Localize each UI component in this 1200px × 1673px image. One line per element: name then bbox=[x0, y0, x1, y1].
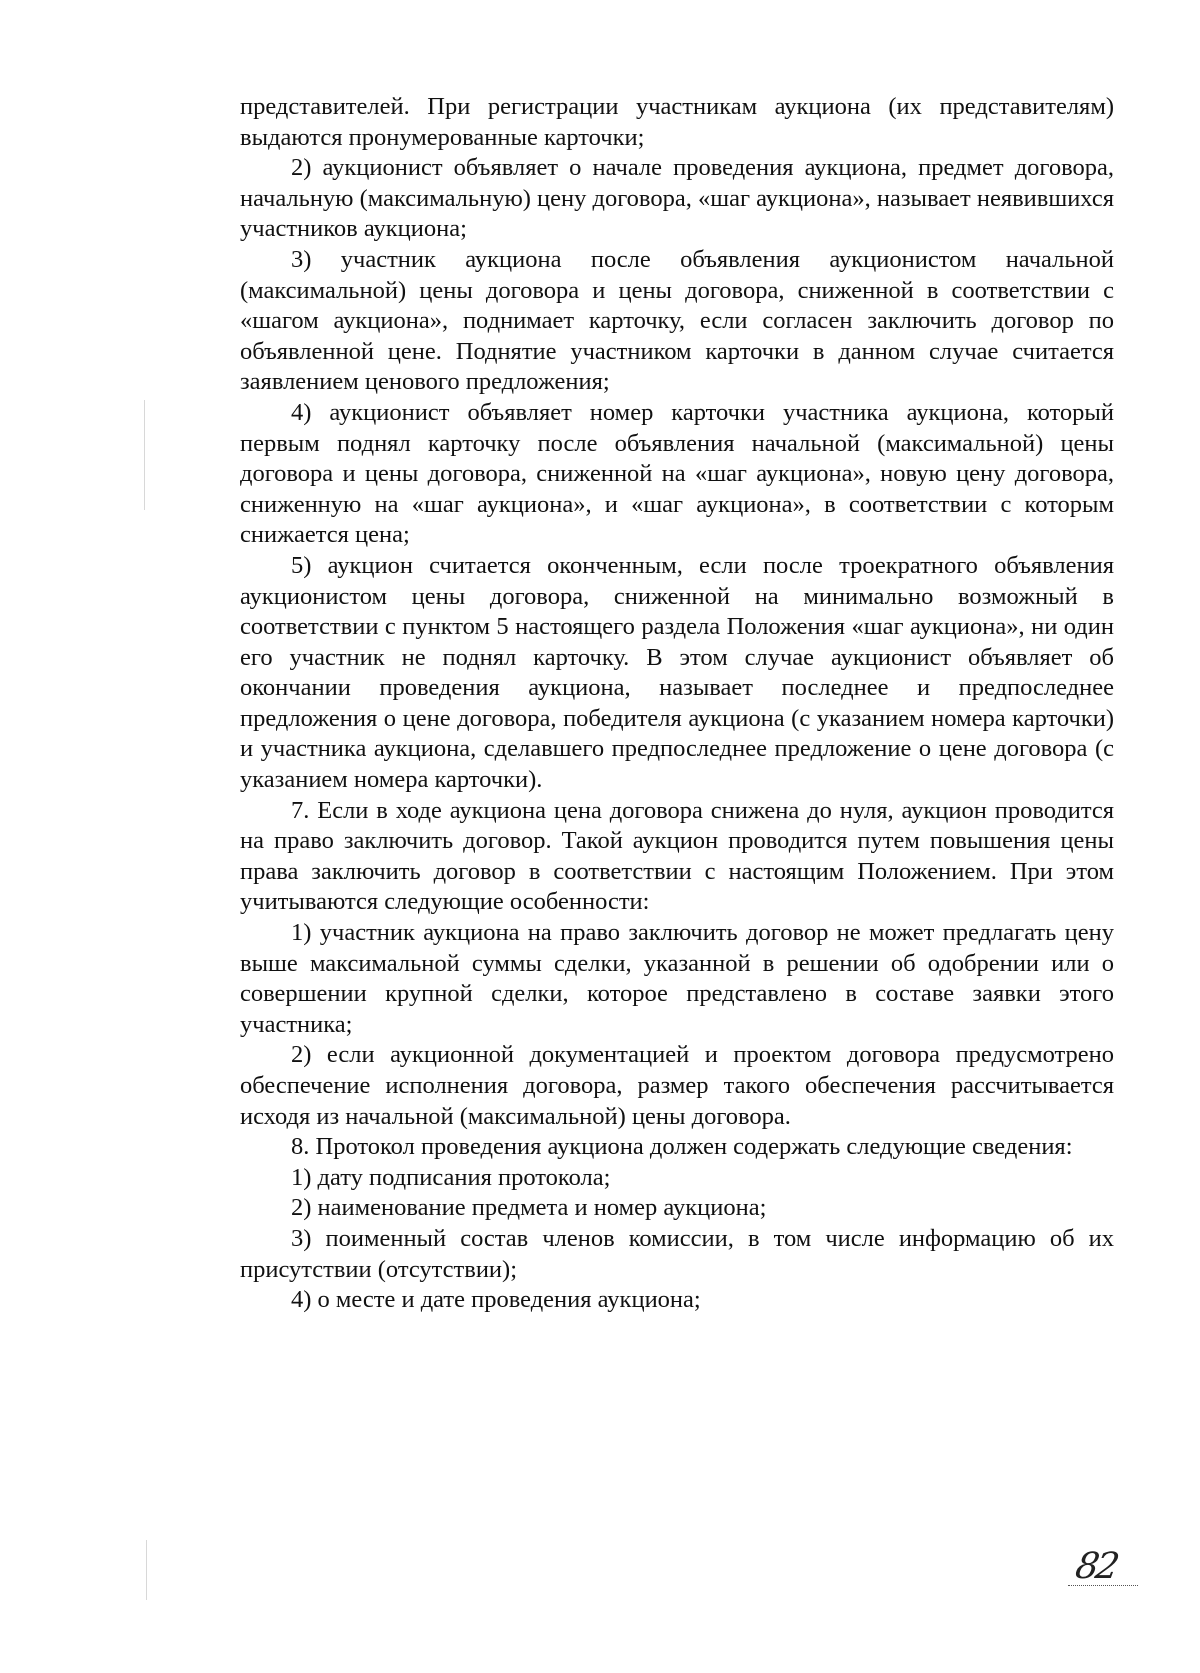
paragraph-section-7-item-2: 2) если аукционной документацией и проектом договора предусмотрено обеспечение исполнения договора, размер такого обеспечения рассчитывается исходя из начальной (максимальной) цены договора. bbox=[240, 1041, 1114, 1130]
document-body bbox=[240, 92, 1114, 1316]
paragraph-section-8-item-2: 2) наименование предмета и номер аукциона; bbox=[291, 1194, 767, 1222]
page-number bbox=[1068, 1547, 1144, 1593]
paragraph-section-8-item-4: 4) о месте и дате проведения аукциона; bbox=[291, 1286, 701, 1314]
page-number-underline bbox=[1068, 1585, 1138, 1586]
paragraph-section-8-item-1: 1) дату подписания протокола; bbox=[291, 1163, 611, 1191]
paragraph-item-4: 4) аукционист объявляет номер карточки участника аукциона, который первым поднял карточку после объявления начальной (максимальной) цены договора и цены договора, сниженной на «шаг аукциона», новую цену договора, сниженную на «шаг аукциона», и «шаг аукциона», в соответствии с которым снижается цена; bbox=[240, 398, 1114, 549]
paragraph-continuation: представителей. При регистрации участникам аукциона (их представителям) выдаются пронумерованные карточки; bbox=[240, 93, 1114, 151]
paragraph-item-2: 2) аукционист объявляет о начале проведения аукциона, предмет договора, начальную (максимальную) цену договора, «шаг аукциона», называет неявившихся участников аукциона; bbox=[240, 154, 1114, 243]
paragraph-section-8: 8. Протокол проведения аукциона должен содержать следующие сведения: bbox=[291, 1133, 1073, 1161]
paragraph-section-7-item-1: 1) участник аукциона на право заключить договор не может предлагать цену выше максимальной суммы сделки, указанной в решении об одобрении или о совершении крупной сделки, которое представлено в составе заявки этого участника; bbox=[240, 919, 1114, 1038]
paragraph-item-5: 5) аукцион считается оконченным, если после троекратного объявления аукционистом цены договора, сниженной на минимально возможный в соответствии с пунктом 5 настоящего раздела Положения «шаг аукциона», ни один его участник не поднял карточку. В этом случае аукционист объявляет об окончании проведения аукциона, называет последнее и предпоследнее предложения о цене договора, победителя аукциона (с указанием номера карточки) и участника аукциона, сделавшего предпоследнее предложение о цене договора (с указанием номера карточки). bbox=[240, 551, 1114, 794]
scan-margin-mark bbox=[144, 400, 145, 510]
paragraph-item-3: 3) участник аукциона после объявления аукционистом начальной (максимальной) цены договора и цены договора, сниженной в соответствии с «шагом аукциона», поднимает карточку, если согласен заключить договор по объявленной цене. Поднятие участником карточки в данном случае считается заявлением ценового предложения; bbox=[240, 245, 1114, 396]
paragraph-section-8-item-3: 3) поименный состав членов комиссии, в том числе информацию об их присутствии (отсутствии); bbox=[240, 1224, 1114, 1283]
paragraph-section-7: 7. Если в ходе аукциона цена договора снижена до нуля, аукцион проводится на право заключить договор. Такой аукцион проводится путем повышения цены права заключить договор в соответствии с настоящим Положением. При этом учитываются следующие особенности: bbox=[240, 796, 1114, 916]
page-number-text: 82 bbox=[1072, 1546, 1120, 1587]
scan-margin-mark bbox=[146, 1540, 147, 1600]
